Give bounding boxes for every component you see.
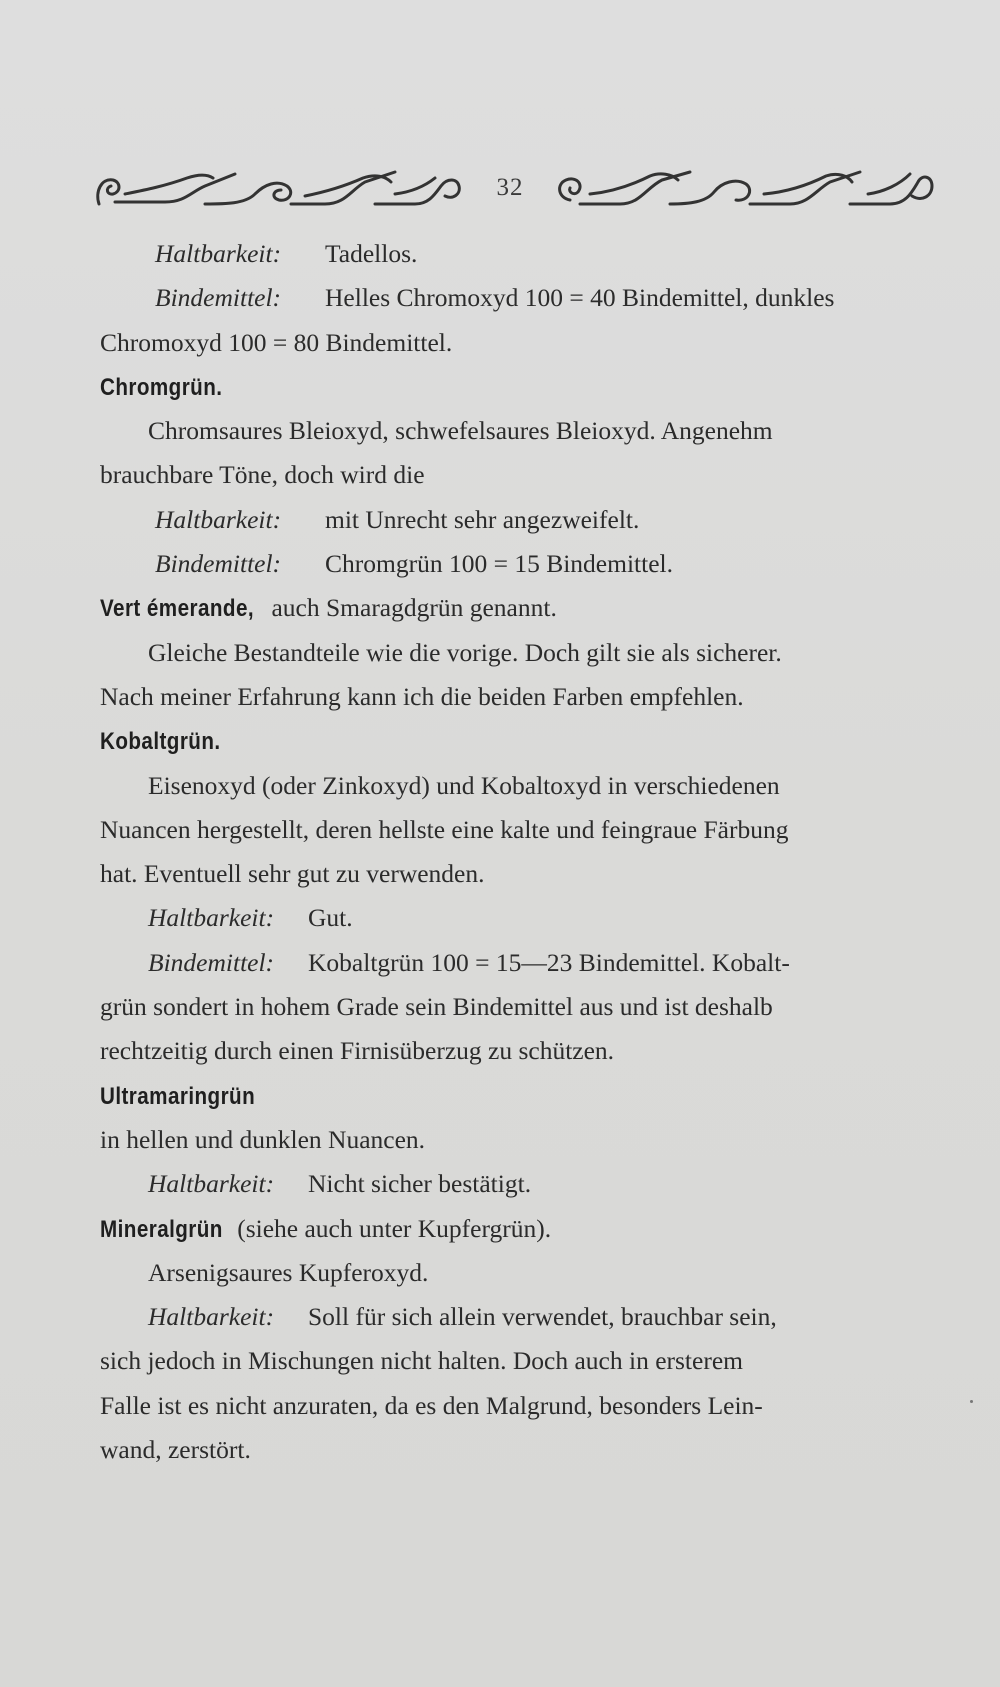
entry-text: Chromoxyd 100 = 80 Bindemittel.: [100, 327, 453, 357]
entry-text: Falle ist es nicht anzuraten, da es den Malgrund, besonders Lein-: [100, 1390, 763, 1420]
text-line: [100, 896, 935, 940]
text-line: [100, 453, 935, 497]
text-line: [100, 321, 935, 365]
section-heading-line: [100, 1207, 935, 1251]
entry-label: Bindemittel:: [155, 283, 282, 313]
section-heading: Ultramaringrün: [100, 1082, 256, 1110]
entry-text: hat. Eventuell sehr gut zu verwenden.: [100, 859, 485, 889]
entry-text: sich jedoch in Mischungen nicht halten. Doch auch in ersterem: [100, 1346, 743, 1376]
section-heading: Mineralgrün: [100, 1215, 223, 1243]
entry-text: rechtzeitig durch einen Firnisüberzug zu schützen.: [100, 1036, 615, 1066]
text-line: [100, 675, 935, 719]
text-line: [100, 1428, 935, 1472]
text-line: [100, 1384, 935, 1428]
entry-text: Eisenoxyd (oder Zinkoxyd) und Kobaltoxyd in verschiedenen: [148, 770, 780, 800]
text-line: [100, 1339, 935, 1383]
entry-label: Bindemittel:: [155, 549, 282, 579]
entry-label: Haltbarkeit:: [148, 1302, 275, 1332]
section-heading-line: [100, 1074, 935, 1118]
page-number: 32: [496, 174, 524, 201]
entry-text: Tadellos.: [325, 239, 418, 268]
text-line: [100, 1162, 935, 1206]
text-line: [100, 1251, 935, 1295]
section-heading-line: [100, 719, 935, 763]
page-body: [100, 232, 935, 1472]
entry-label: Haltbarkeit:: [155, 239, 282, 268]
text-line: [100, 941, 935, 985]
text-line: [100, 852, 935, 896]
text-line: [100, 1295, 935, 1339]
section-heading: Vert émerande,: [100, 595, 255, 623]
entry-text: auch Smaragdgrün genannt.: [265, 593, 557, 623]
text-line: [100, 1118, 935, 1162]
art-nouveau-ornament-left: [95, 164, 465, 210]
entry-text: Nicht sicher bestätigt.: [308, 1169, 532, 1199]
text-line: [100, 808, 935, 852]
entry-text: (siehe auch unter Kupfergrün).: [230, 1213, 552, 1243]
entry-text: Nach meiner Erfahrung kann ich die beiden Farben empfehlen.: [100, 681, 744, 711]
entry-text: Gut.: [308, 903, 353, 933]
paper-speck: [970, 1400, 973, 1403]
entry-text: grün sondert in hohem Grade sein Bindemittel aus und ist deshalb: [100, 992, 773, 1022]
text-line: [100, 764, 935, 808]
entry-label: Bindemittel:: [148, 947, 275, 977]
entry-text: wand, zerstört.: [100, 1435, 251, 1465]
entry-text: Helles Chromoxyd 100 = 40 Bindemittel, dunkles: [325, 283, 835, 313]
text-line: [100, 409, 935, 453]
text-line: [100, 1029, 935, 1073]
entry-text: in hellen und dunklen Nuancen.: [100, 1124, 426, 1154]
text-line: [100, 542, 935, 586]
entry-text: Arsenigsaures Kupferoxyd.: [148, 1257, 429, 1287]
entry-text: brauchbare Töne, doch wird die: [100, 460, 425, 490]
section-heading: Kobaltgrün.: [100, 728, 221, 756]
entry-label: Haltbarkeit:: [148, 903, 275, 933]
page-header: [95, 160, 935, 216]
text-line: [100, 631, 935, 675]
entry-text: mit Unrecht sehr angezweifelt.: [325, 504, 640, 534]
entry-text: Chromgrün 100 = 15 Bindemittel.: [325, 549, 673, 579]
text-line: [100, 498, 935, 542]
art-nouveau-ornament-right: [550, 164, 935, 210]
entry-text: Gleiche Bestandteile wie die vorige. Doch gilt sie als sicherer.: [148, 637, 782, 667]
entry-text: Nuancen hergestellt, deren hellste eine kalte und feingraue Färbung: [100, 814, 789, 844]
section-heading-line: [100, 365, 935, 409]
text-line: [100, 232, 935, 276]
section-heading-line: [100, 586, 935, 630]
entry-label: Haltbarkeit:: [148, 1169, 275, 1199]
entry-label: Haltbarkeit:: [155, 504, 282, 534]
entry-text: Kobaltgrün 100 = 15—23 Bindemittel. Kobalt-: [308, 947, 790, 977]
entry-text: Chromsaures Bleioxyd, schwefelsaures Bleioxyd. Angenehm: [148, 416, 773, 446]
text-line: [100, 276, 935, 320]
entry-text: Soll für sich allein verwendet, brauchbar sein,: [308, 1302, 777, 1332]
section-heading: Chromgrün.: [100, 373, 223, 401]
text-line: [100, 985, 935, 1029]
